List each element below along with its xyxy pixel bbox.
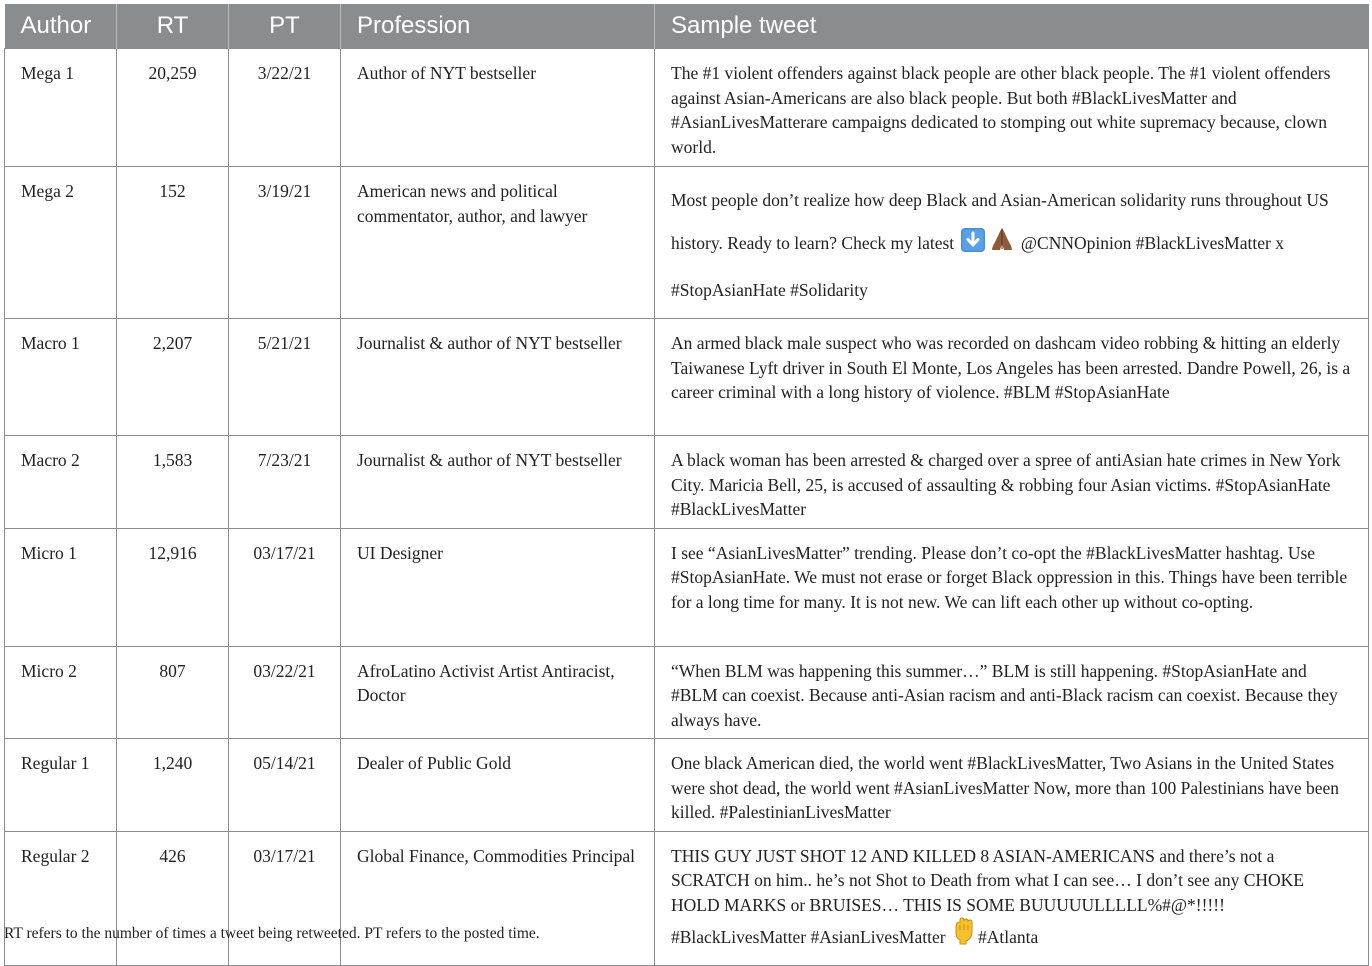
table-footnote: RT refers to the number of times a tweet being retweeted. PT refers to the posted time. (4, 925, 540, 942)
rt-cell: 426 (117, 831, 229, 966)
tweet-cell: I see “AsianLivesMatter” trending. Please don’t co-opt the #BlackLivesMatter hashtag. Use #StopAsianHate. We must not erase or forget Black oppression in this. Things have been terrible for a long time for many. It is not new. We can lift each other up without co-opting. (655, 528, 1369, 646)
table-row (5, 528, 1369, 646)
author-cell: Macro 1 (5, 319, 117, 436)
table-row (5, 739, 1369, 832)
tweet-text: @CNNOpinion #BlackLivesMatter x #StopAsianHate #Solidarity (671, 233, 1284, 300)
profession-cell: Author of NYT bestseller (341, 49, 655, 167)
tweet-cell: The #1 violent offenders against black people are other black people. The #1 violent offenders against Asian-Americans are also black people. But both #BlackLivesMatter and #AsianLivesMatterare campaigns dedicated to stomping out white supremacy because, clown world. (655, 49, 1369, 167)
author-cell: Macro 2 (5, 436, 117, 529)
tweets-table (4, 4, 1369, 966)
rt-cell: 1,583 (117, 436, 229, 529)
author-cell: Regular 1 (5, 739, 117, 832)
tweet-cell: A black woman has been arrested & charged over a spree of antiAsian hate crimes in New York City. Maricia Bell, 25, is accused of assaulting & robbing four Asian victims. #StopAsianHate #BlackLivesMatter (655, 436, 1369, 529)
pt-cell: 03/22/21 (229, 646, 341, 739)
pt-cell: 7/23/21 (229, 436, 341, 529)
rt-cell: 20,259 (117, 49, 229, 167)
rt-cell: 1,240 (117, 739, 229, 832)
data-table-container (4, 4, 1368, 966)
rt-cell: 152 (117, 167, 229, 319)
tweet-text: Most people don’t realize how deep Black and Asian-American solidarity runs throughout US history. Ready to learn? Check my latest (671, 190, 1329, 253)
profession-cell: Journalist & author of NYT bestseller (341, 436, 655, 529)
pt-cell: 3/22/21 (229, 49, 341, 167)
table-row (5, 319, 1369, 436)
pt-cell: 05/14/21 (229, 739, 341, 832)
raised-fist-icon (951, 917, 977, 959)
profession-cell: Journalist & author of NYT bestseller (341, 319, 655, 436)
author-cell: Micro 1 (5, 528, 117, 646)
profession-cell: American news and political commentator, author, and lawyer (341, 167, 655, 319)
pt-cell: 5/21/21 (229, 319, 341, 436)
pt-cell: 3/19/21 (229, 167, 341, 319)
rt-cell: 807 (117, 646, 229, 739)
profession-cell: Global Finance, Commodities Principal (341, 831, 655, 966)
header-sample-tweet: Sample tweet (655, 4, 1369, 49)
table-row (5, 831, 1369, 966)
tweet-cell: An armed black male suspect who was recorded on dashcam video robbing & hitting an elderly Taiwanese Lyft driver in South El Monte, Los Angeles has been arrested. Dandre Powell, 26, is a career criminal with a long history of violence. #BLM #StopAsianHate (655, 319, 1369, 436)
header-rt: RT (117, 4, 229, 49)
profession-cell: Dealer of Public Gold (341, 739, 655, 832)
rt-cell: 12,916 (117, 528, 229, 646)
table-row (5, 167, 1369, 319)
pt-cell: 03/17/21 (229, 831, 341, 966)
tweet-text: THIS GUY JUST SHOT 12 AND KILLED 8 ASIAN-AMERICANS and there’s not a SCRATCH on him.. he’s not Shot to Death from what I can see… I don’t see any CHOKE HOLD MARKS or BRUISES… THIS IS SOME BUUUUULLLLL%#@*!!!!! (671, 845, 1304, 915)
table-row (5, 49, 1369, 167)
tweet-cell (655, 831, 1369, 966)
rt-cell: 2,207 (117, 319, 229, 436)
down-arrow-icon (960, 226, 986, 269)
profession-cell: UI Designer (341, 528, 655, 646)
table-row (5, 646, 1369, 739)
header-author: Author (5, 4, 117, 49)
author-cell: Regular 2 (5, 831, 117, 966)
header-pt: PT (229, 4, 341, 49)
author-cell: Mega 2 (5, 167, 117, 319)
pt-cell: 03/17/21 (229, 528, 341, 646)
table-row (5, 436, 1369, 529)
tweet-cell: “When BLM was happening this summer…” BLM is still happening. #StopAsianHate and #BLM can coexist. Because anti-Asian racism and anti-Black racism can coexist. Because they always have. (655, 646, 1369, 739)
author-cell: Micro 2 (5, 646, 117, 739)
tweet-cell (655, 167, 1369, 319)
tweet-text: #Atlanta (977, 927, 1039, 947)
folded-hands-icon (988, 225, 1016, 269)
profession-cell: AfroLatino Activist Artist Antiracist, Doctor (341, 646, 655, 739)
tweet-text: #BlackLivesMatter #AsianLivesMatter (671, 927, 946, 947)
header-row (5, 4, 1369, 49)
header-profession: Profession (341, 4, 655, 49)
tweet-cell: One black American died, the world went #BlackLivesMatter, Two Asians in the United States were shot dead, the world went #AsianLivesMatter Now, more than 100 Palestinians have been killed. #PalestinianLivesMatter (655, 739, 1369, 832)
author-cell: Mega 1 (5, 49, 117, 167)
